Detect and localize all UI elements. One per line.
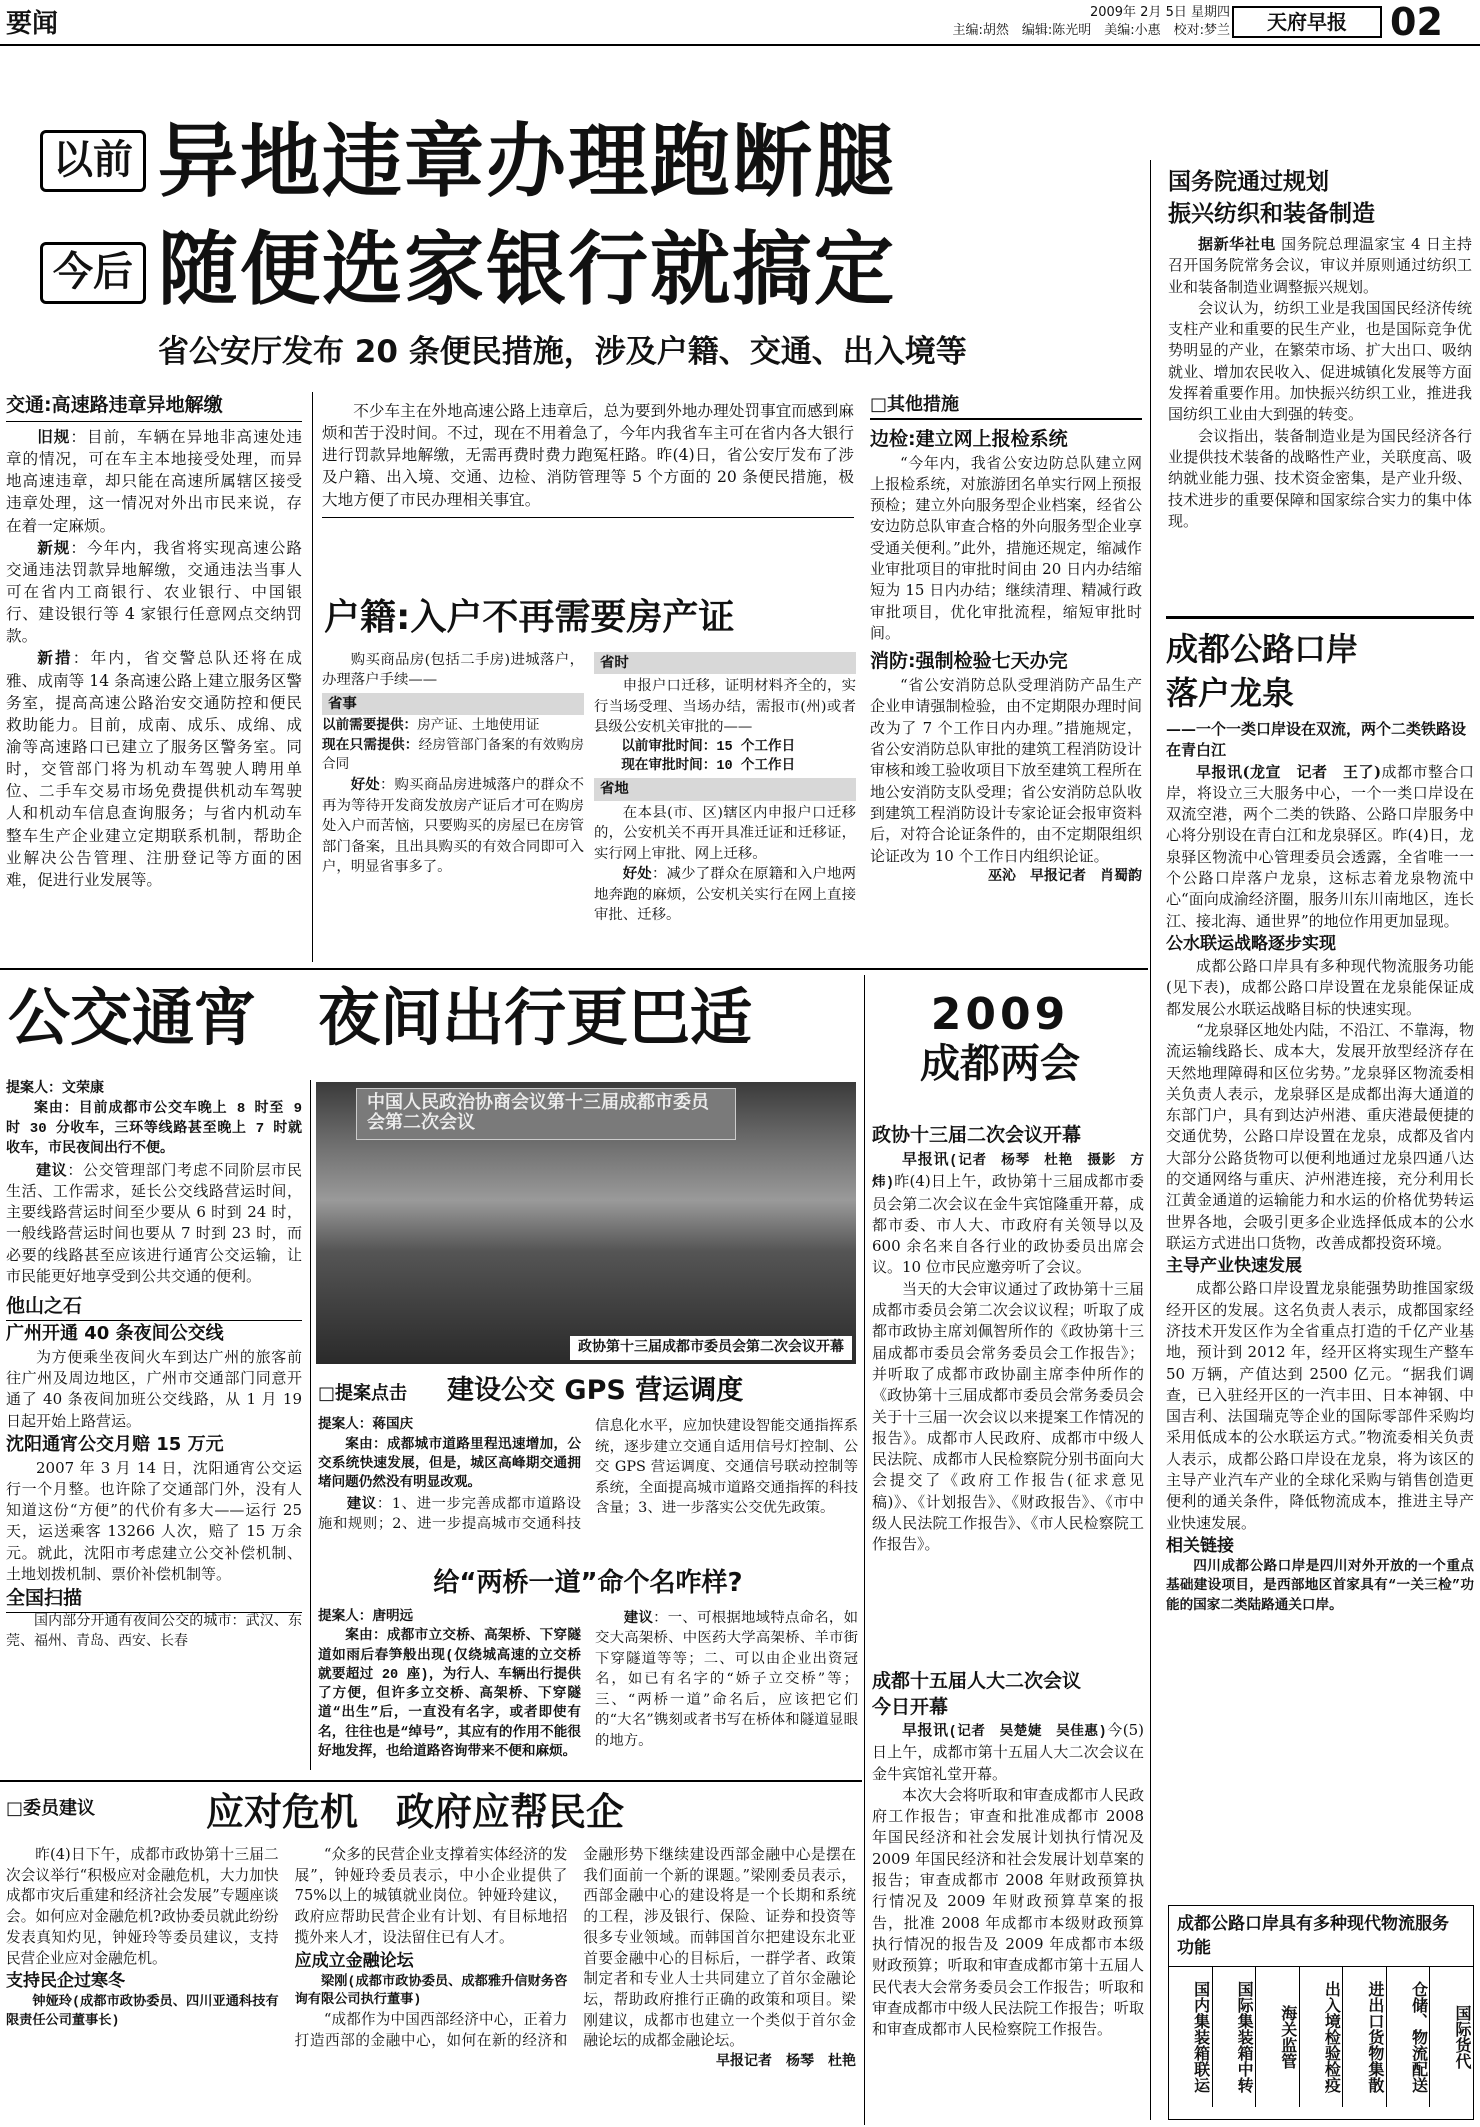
di-text: 在本县(市、区)辖区内申报户口迁移的，公安机关不再开具准迁证和迁移证，实行网上审批、网上迁移。 bbox=[594, 804, 856, 862]
auto-heading: 主导产业快速发展 bbox=[1166, 1256, 1302, 1277]
huji-sheng-shi: 省事 bbox=[322, 693, 584, 715]
port-function-table bbox=[1168, 1905, 1474, 2120]
logo-year: 2009 bbox=[930, 989, 1070, 1040]
table-column: 国内集装箱联运 bbox=[1169, 1967, 1213, 2107]
good-label: 好处 bbox=[350, 776, 380, 794]
gps-box: □提案点击 bbox=[318, 1383, 408, 1404]
npc-p2: 本次大会将听取和审查成都市人民政府工作报告；审查和批准成都市 2008 年国民经济和社会发展计划执行情况及 2009 年国民经济和社会发展计划草案的报告；审查成都市 2008 年财政预算执行情况及 2009 年财政预算草案的报告，批准 2008 年成都市本级财政预算执行情况的报告及 2009 年成都市本级财政预算；听取和审查成都市第十五届人民代表大会常务委员会工作报告；听取和审查成都市中级人民法院工作报告；听取和审查成都市人民检察院工作报告。 bbox=[872, 1785, 1144, 2039]
port-link: 四川成都公路口岸是四川对外开放的一个重点基础建设项目，是西部地区首家具有“一关三检”功能的国家二类陆路通关口岸。 bbox=[1166, 1560, 1474, 1614]
di-good-label: 好处 bbox=[622, 865, 652, 883]
page-number: 02 bbox=[1390, 0, 1443, 44]
bus-title: 公交通宵 夜间出行更巴适 bbox=[8, 981, 753, 1054]
table-column: 仓储、物流配送 bbox=[1387, 1967, 1431, 2107]
link-heading: 相关链接 bbox=[1166, 1535, 1234, 1556]
section-label: 要闻 bbox=[6, 9, 59, 39]
table-column: 出入境检验检疫 bbox=[1300, 1967, 1344, 2107]
huji-heading: 户籍:入户不再需要房产证 bbox=[324, 597, 735, 638]
column-divider-2 bbox=[310, 1080, 311, 1770]
cppcc-p2: 当天的大会审议通过了政协第十三届成都市委员会第二次会议议程；听取了成都市政协主席刘佩智所作的《政协第十三届成都市委员会常务委员会工作报告》；并听取了成都市政协副主席李仲所作的《政协第十三届成都市委员会常务委员会关于十三届一次会议以来提案工作情况的报告》。成都市人民政府、成都市中级人民法院、成都市人民检察院分别书面向大会提交了《政府工作报告(征求意见稿)》、《计划报告》、《财政报告》、《市中级人民法院工作报告》、《市人民检察院工作报告》。 bbox=[872, 1279, 1144, 1554]
logo-text: 成都两会 bbox=[920, 1041, 1080, 1087]
now-label: 现在只需提供： bbox=[322, 738, 419, 754]
di-good-text: ：减少了群众在原籍和入户地两地奔跑的麻烦，公安机关实行在网上直接审批、迁移。 bbox=[594, 866, 856, 924]
huji-sheng-di: 省地 bbox=[594, 778, 856, 800]
new-measure-label: 新措 bbox=[37, 648, 73, 668]
guangzhou-text: 为方便乘坐夜间火车到达广州的旅客前往广州及周边地区，广州市交通部门同意开通了 40 条夜间加班公交线路，从 1 月 19 日起开始上路营运。 bbox=[6, 1347, 302, 1430]
state-council-title: 国务院通过规划 振兴纺织和装备制造 bbox=[1168, 168, 1375, 227]
new-rule-text: ：今年内，我省将实现高速公路交通违法罚款异地解缴，交通违法当事人可在省内工商银行、农业银行、中国银行、建设银行等 4 家银行任意网点交纳罚款。 bbox=[6, 538, 302, 646]
traffic-article bbox=[6, 392, 302, 891]
national-text: 国内部分开通有夜间公交的城市：武汉、东莞、福州、青岛、西安、长春 bbox=[6, 1614, 302, 1651]
other-cities-heading: 他山之石 bbox=[6, 1293, 302, 1321]
sc-p2: 会议认为，纺织工业是我国国民经济传统支柱产业和重要的民生产业，也是国际竞争优势明显的产业，在繁荣市场、扩大出口、吸纳就业、增加农民收入、促进城镇化发展等方面发挥着重要作用。加快振兴纺织工业，推进我国纺织工业由大到强的转变。 bbox=[1168, 298, 1472, 424]
lead-title-2: 随便选家银行就搞定 bbox=[158, 223, 896, 316]
crisis-author1: 钟娅玲(成都市政协委员、四川亚通科技有限责任公司董事长) bbox=[6, 1994, 279, 2029]
bus-case: 案由：目前成都市公交车晚上 8 时至 9 时 30 分收车，三环等线路甚至晚上 7 时就收车，市民夜间出行不便。 bbox=[6, 1100, 302, 1157]
sc-p3: 会议指出，装备制造业是为国民经济各行业提供技术装备的战略性产业，关联度高、吸纳就业能力强、技术资金密集，是产业升级、技术进步的重要保障和国家综合实力的集中体现。 bbox=[1168, 426, 1472, 530]
column-divider-3 bbox=[864, 975, 865, 2125]
crisis-author2: 梁刚(成都市政协委员、成都雅升信财务咨询有限公司执行董事) bbox=[294, 1973, 568, 2008]
time-intro: 申报户口迁移，证明材料齐全的，实行当场受理、当场办结，需报市(州)或者县级公安机关审批的—— bbox=[594, 678, 856, 736]
bridge-body bbox=[318, 1608, 858, 1762]
huji-left bbox=[322, 650, 584, 878]
crisis-body bbox=[6, 1845, 856, 2125]
gps-header bbox=[318, 1372, 858, 1410]
cppcc-author: (记者 杨琴 杜艳 摄影 方炜) bbox=[872, 1153, 1144, 1192]
traffic-heading: 交通:高速路违章异地解缴 bbox=[6, 392, 302, 422]
crisis-box: □委员建议 bbox=[6, 1798, 96, 1819]
lead-intro-text: 不少车主在外地高速公路上违章后，总为要到外地办理处罚事宜而感到麻烦和苦于没时间。不过，现在不用着急了，今年内我省车主可在省内各大银行进行罚款异地解缴，无需再费时费力跑冤枉路。昨(4)日，省公安厅发布了涉及户籍、出入境、交通、边检、消防管理等 5 个方面的 20 条便民措施，极大地方便了市民办理相关事宜。 bbox=[322, 402, 854, 509]
editors-line: 主编:胡然 编辑:陈光明 美编:小惠 校对:梦兰 bbox=[952, 23, 1230, 38]
state-council-article bbox=[1168, 166, 1472, 532]
gps-proposal bbox=[318, 1372, 858, 1534]
port-p1: 成都市整合口岸，将设立三大服务中心，一个一类口岸设在双流空港，两个二类的铁路、公路口岸服务中心将分别设在青白江和龙泉驿区。昨(4)日，龙泉驿区物流中心管理委员会透露，全省唯一一个公路口岸落户龙泉，这标志着龙泉物流中心“面向成渝经济圈，服务川东川南地区，连长江、接北海、通世界”的地位作用更加显现。 bbox=[1166, 762, 1474, 930]
huji-intro: 购买商品房(包括二手房)进城落户，办理落户手续—— bbox=[322, 652, 584, 689]
fire-text: “省公安消防总队受理消防产品生产企业申请强制检验，由不定期限办理时间改为了 7 个工作日内办理。”措施规定，省公安消防总队审批的建筑工程消防设计审核和竣工验收项目下放至建筑工程所在地公安消防支队受理；省公安消防总队收到建筑工程消防设计专家论证会报审资料后，对符合论证条件的，由不定期限组织论证改为 10 个工作日内组织论证。 bbox=[870, 676, 1142, 865]
gps-suggest: ：1、进一步完善成都市道路设施和规则；2、进一步提高城市交通科技信息化水平，应加快建设智能交通指挥系统，逐步建立交通自适用信号灯控制、公交 GPS 营运调度、交通信号联动控制等系统，全面提高城市道路交通指挥的科技含量；3、进一步落实公交优先政策。 bbox=[318, 1418, 858, 1532]
photo-banner: 中国人民政治协商会议第十三届成都市委员会第二次会议 bbox=[356, 1088, 736, 1140]
table-column: 国际集装箱中转 bbox=[1213, 1967, 1257, 2107]
now-text: 经房管部门备案的有效购房合同 bbox=[322, 738, 585, 773]
bridge-case: 案由：成都市立交桥、高架桥、下穿隧道如雨后春笋般出现(仅绕城高速的立交桥就要超过 20 座)，为行人、车辆出行提供了方便，但许多立交桥、高架桥、下穿隧道“出生”后，一直没有名字，或者即使有名，往往也是“绰号”，其应有的作用不能很好地发挥，也给道路咨询带来不便和麻烦。 bbox=[318, 1629, 581, 1760]
before-label: 以前需要提供： bbox=[322, 719, 418, 735]
two-sessions-logo bbox=[900, 990, 1100, 1110]
bus-suggest: ：公交管理部门考虑不同阶层市民生活、工作需求，延长公交线路营运时间，主要线路营运时间至少要从 6 时到 24 时，一般线路营运时间也要从 7 时到 23 时，而必要的线路甚至应该进行通宵公交运输，让市民能更好地享受到公共交通的便利。 bbox=[6, 1160, 302, 1285]
border-heading: 边检:建立网上报检系统 bbox=[870, 427, 1068, 450]
before-text: 房产证、土地使用证 bbox=[417, 719, 540, 735]
date-line: 2009年 2月 5日 星期四 bbox=[1089, 5, 1230, 20]
gps-proposer: 提案人：蒋国庆 bbox=[318, 1418, 414, 1434]
keyword-after: 今后 bbox=[40, 242, 146, 304]
port-author: (龙宣 记者 王了) bbox=[1242, 762, 1382, 781]
guangzhou-title: 广州开通 40 条夜间公交线 bbox=[6, 1323, 224, 1345]
port-title: 成都公路口岸 落户龙泉 bbox=[1166, 630, 1359, 712]
national-heading: 全国扫描 bbox=[6, 1585, 302, 1613]
port-p4: 成都公路口岸设置龙泉能强势助推国家级经开区的发展。这名负责人表示，成都国家经济技术开发区作为全省重点打造的千亿产业基地，预计到 2012 年，经开区将实现生产整车 50 万辆，产值达到 2500 亿元。“据我们调查，已入驻经开区的一汽丰田、日本神钢、中国吉利、法国瑞克等企业的国际零部件采购均采用低成本的公水联运方式。”物流委相关负责人表示，成都公路口岸设在龙泉，将为该区的主导产业汽车产业的全球化采购与销售创造更便利的通关条件，降低物流成本，推进主导产业快速发展。 bbox=[1166, 1279, 1474, 1532]
section-divider bbox=[0, 968, 1148, 970]
bridge-suggest-label: 建议 bbox=[623, 1608, 654, 1626]
table-title: 成都公路口岸具有多种现代物流服务功能 bbox=[1169, 1906, 1473, 1967]
new-rule-label: 新规 bbox=[37, 537, 71, 557]
lead-subtitle: 省公安厅发布 20 条便民措施，涉及户籍、交通、出入境等 bbox=[158, 334, 967, 370]
xinhua-source: 据新华社电 bbox=[1198, 235, 1276, 253]
conference-photo bbox=[316, 1082, 856, 1364]
other-measures bbox=[870, 392, 1142, 887]
huji-right bbox=[594, 650, 856, 926]
old-rule-text: ：目前，车辆在异地非高速处违章的情况，可在车主本地接受处理，而异地高速违章，却只能在高速所属辖区接受违章处理，这一情况对外出市民来说，存在着一定麻烦。 bbox=[6, 427, 302, 535]
photo-caption: 政协第十三届成都市委员会第二次会议开幕 bbox=[570, 1336, 852, 1360]
cppcc-source: 早报讯 bbox=[902, 1149, 950, 1168]
port-p2: 成都公路口岸具有多种现代物流服务功能(见下表)，成都公路口岸设置在龙泉能保证成都发展公水联运战略目标的快速实现。 bbox=[1166, 957, 1474, 1018]
other-measures-box: □其他措施 bbox=[870, 392, 1142, 420]
lead-title-1: 异地违章办理跑断腿 bbox=[158, 115, 896, 208]
port-subtitle: ——一个一类口岸设在双流，两个二类铁路设在青白江 bbox=[1166, 720, 1467, 760]
bus-suggest-label: 建议 bbox=[36, 1160, 68, 1179]
cppcc-p1: 昨(4)日上午，政协第十三届成都市委员会第二次会议在金牛宾馆隆重开幕，成都市委、市人大、市政府有关领导以及 600 余名来自各行业的政协委员出席会议。10 位市民应邀旁听了会议。 bbox=[872, 1172, 1144, 1277]
bus-proposal bbox=[6, 1080, 302, 1653]
port-source: 早报讯 bbox=[1196, 762, 1243, 781]
npc-source: 早报讯 bbox=[902, 1721, 949, 1739]
fire-heading: 消防:强制检验七天办完 bbox=[870, 650, 1068, 673]
table-column: 进出口货物集散 bbox=[1343, 1967, 1387, 2107]
crisis-signature: 早报记者 杨琴 杜艳 bbox=[715, 2053, 856, 2070]
table-column: 海关监管 bbox=[1256, 1967, 1300, 2107]
bridge-proposal bbox=[318, 1565, 858, 1762]
bus-proposer: 提案人：文荣康 bbox=[6, 1081, 104, 1097]
other-signature: 巫沁 早报记者 肖蜀韵 bbox=[988, 867, 1142, 884]
bridge-suggest: ：一、可根据地域特点命名，如交大高架桥、中医药大学高架桥、羊市街下穿隧道等等；二、可以由企业出资冠名，如已有名字的“娇子立交桥”等；三、“两桥一道”命名后，应该把它们的“大名”镌刻或者书写在桥体和隧道显眼的地方。 bbox=[595, 1609, 858, 1749]
shenyang-title: 沈阳通宵公交月赔 15 万元 bbox=[6, 1433, 224, 1455]
npc-article bbox=[872, 1668, 1144, 2040]
npc-p1: 今(5)日上午，成都市第十五届人大二次会议在金牛宾馆礼堂开幕。 bbox=[872, 1721, 1144, 1783]
port-article bbox=[1166, 616, 1474, 1616]
good-text: ：购买商品房进城落户的群众不再为等待开发商发放房产证后才可在购房处入户而苦恼，只要购买的房屋已在房管部门备案，且出具购买的有效合同即可入户，明显省事多了。 bbox=[322, 777, 584, 876]
time-now: 现在审批时间：10 个工作日 bbox=[621, 759, 796, 775]
keyword-before: 以前 bbox=[40, 130, 146, 192]
bridge-title: 给“两桥一道”命个名咋样? bbox=[433, 1568, 743, 1598]
crisis-p2: “众多的民营企业支撑着实体经济的发展”，钟娅玲委员表示，中小企业提供了 75%以上的城镇就业岗位。钟娅玲建议，政府应帮助民营企业有计划、有目标地招揽外来人才，设法留住已有人才。 bbox=[294, 1846, 568, 1946]
crisis-p1: 昨(4)日下午，成都市政协第十三届二次会议举行“积极应对金融危机，大力加快成都市灾后重建和经济社会发展”专题座谈会。如何应对金融危机?政协委员就此纷纷发表真知灼见，钟娅玲等委员建议，支持民营企业应对金融危机。 bbox=[6, 1846, 279, 1967]
crisis-title: 应对危机 政府应帮民企 bbox=[206, 1790, 625, 1834]
new-measure-text: ：年内，省交警总队还将在成雅、成南等 14 条高速公路上建立服务区警务室，提高高速公路治安交通防控和便民救助能力。目前，成南、成乐、成绵、成渝等高速路口已建立了服务区警务室。同时，交管部门将为机动车驾驶人聘用单位、二手车交易市场免费提供机动车驾驶人和机动车信息查询服务；与省内机动车整车生产企业建立定期联系机制，帮助企业解决公告管理、注册登记等方面的困难，促进行业发展等。 bbox=[6, 649, 302, 889]
npc-author: (记者 吴楚婕 吴佳惠) bbox=[948, 1725, 1107, 1740]
right-column-divider bbox=[1150, 160, 1151, 2120]
old-rule-label: 旧规 bbox=[37, 426, 71, 446]
bridge-proposer: 提案人：唐明远 bbox=[318, 1609, 414, 1625]
border-text: “今年内，我省公安边防总队建立网上报检系统，对旅游团名单实行网上预报预检；建立外向服务型企业档案，经省公安边防总队审查合格的外向服务型企业享受通关便利。”此外，措施还规定，缩减作业审批项目的审批时间由 20 日内办结缩短为 15 日内办结；继续清理、精减行政审批项目，优化审批流程，缩短审批时间。 bbox=[870, 453, 1142, 642]
gongshui-heading: 公水联运战略逐步实现 bbox=[1166, 933, 1336, 954]
gps-body bbox=[318, 1416, 858, 1534]
lead-intro bbox=[322, 400, 854, 518]
time-before: 以前审批时间：15 个工作日 bbox=[621, 739, 796, 755]
port-p3: “龙泉驿区地处内陆，不沿江、不靠海，物流运输线路长、成本大，发展开放型经济存在天然地理障碍和区位劣势。”龙泉驿区物流委相关负责人表示，龙泉驿区是成都出海大通道的东部门户，具有到达泸州港、重庆港最便捷的交通优势，公路口岸设置在龙泉，成都及省内大部分公路货物可以便利地通过龙泉四通八达的交通网络与重庆、泸州港连接，充分利用长江黄金通道的运输能力和水运的价格优势转运世界各地，会吸引更多企业选择低成本的公水联运方式进出口货物，改善成都投资环境。 bbox=[1166, 1020, 1474, 1252]
table-columns bbox=[1169, 1967, 1473, 2107]
crisis-p3: “成都作为中国西部经济中心，正着力打造西部的金融中心，如何在新的经济和金融形势下继续建设西部金融中心是摆在我们面前一个新的课题。”梁刚委员表示，西部金融中心的建设将是一个长期和系统的工程，涉及银行、保险、证券和投资等很多专业领域。而韩国首尔把建设东北亚首要金融中心的目标后，一群学者、政策制定者和专业人士共同建立了首尔金融论坛，帮助政府推行正确的政策和项目。梁刚建议，成都市也建立一个类似于首尔金融论坛的成都金融论坛。 bbox=[294, 1846, 856, 2050]
column-divider bbox=[312, 392, 313, 962]
table-column: 国际货代 bbox=[1453, 2005, 1473, 2070]
npc-title: 成都十五届人大二次会议 今日开幕 bbox=[872, 1670, 1082, 1718]
header-meta bbox=[760, 4, 1230, 40]
gps-title: 建设公交 GPS 营运调度 bbox=[447, 1375, 744, 1406]
gps-case: 案由：成都城市道路里程迅速增加，公交系统快速发展，但是，城区高峰期交通拥堵问题仍然没有明显改观。 bbox=[318, 1437, 581, 1492]
crisis-h2: 应成立金融论坛 bbox=[294, 1950, 414, 1971]
cppcc-title: 政协十三届二次会议开幕 bbox=[872, 1124, 1082, 1146]
shenyang-text: 2007 年 3 月 14 日，沈阳通宵公交运行一个月整。也许除了交通部门外，没有人知道这份“方便”的代价有多大——运行 25 天，运送乘客 13266 人次，赔了 15 万余元。就此，沈阳市考虑建立公交补偿机制、土地划拨机制、票价补偿机制等。 bbox=[6, 1458, 302, 1584]
crisis-h1: 支持民企过寒冬 bbox=[6, 1971, 125, 1992]
crisis-divider bbox=[0, 1780, 862, 1782]
sc-p1: 国务院总理温家宝 4 日主持召开国务院常务会议，审议并原则通过纺织工业和装备制造业调整振兴规划。 bbox=[1168, 235, 1472, 296]
gps-suggest-label: 建议 bbox=[346, 1494, 377, 1512]
cppcc-article bbox=[872, 1122, 1144, 1556]
huji-sheng-shi-time: 省时 bbox=[594, 652, 856, 674]
paper-logo: 天府早报 bbox=[1232, 6, 1382, 38]
